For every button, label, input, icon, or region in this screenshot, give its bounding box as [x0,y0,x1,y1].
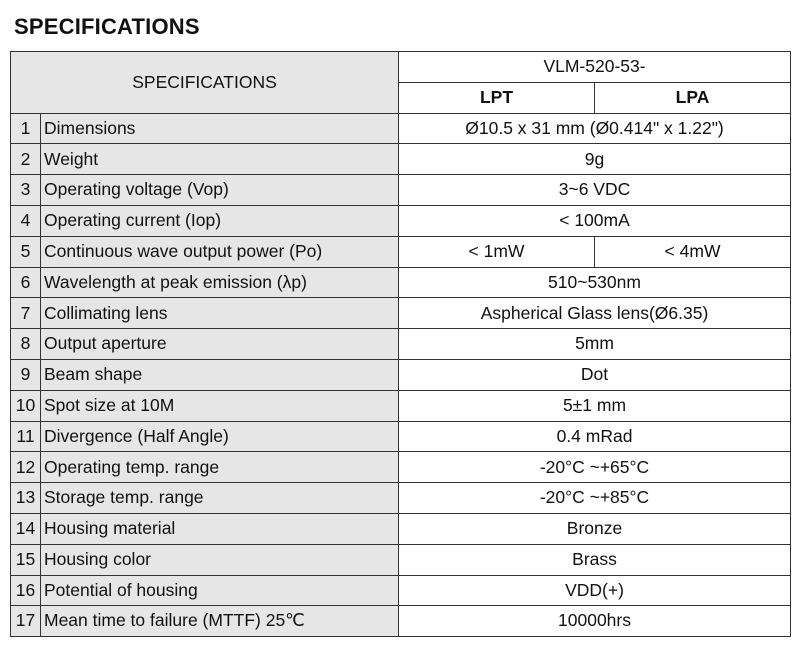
row-number: 7 [11,298,41,329]
spec-name: Collimating lens [41,298,399,329]
spec-name: Housing color [41,544,399,575]
page-title: SPECIFICATIONS [14,14,200,39]
spec-name: Operating current (Iop) [41,205,399,236]
spec-name: Divergence (Half Angle) [41,421,399,452]
table-row [11,175,791,206]
table-row [11,267,791,298]
spec-name: Wavelength at peak emission (λp) [41,267,399,298]
table-row [11,544,791,575]
row-number: 2 [11,144,41,175]
spec-name: Output aperture [41,329,399,360]
table-row [11,359,791,390]
specifications-table [10,51,791,637]
row-number: 5 [11,236,41,267]
spec-name: Beam shape [41,359,399,390]
spec-value-lpt: < 1mW [399,236,595,267]
row-number: 3 [11,175,41,206]
row-number: 11 [11,421,41,452]
spec-value: 5±1 mm [399,390,791,421]
row-number: 6 [11,267,41,298]
spec-value: Bronze [399,513,791,544]
row-number: 16 [11,575,41,606]
table-row [11,483,791,514]
table-row [11,606,791,637]
spec-value: 9g [399,144,791,175]
row-number: 12 [11,452,41,483]
spec-name: Mean time to failure (MTTF) 25℃ [41,606,399,637]
spec-value: 5mm [399,329,791,360]
table-header-row [11,52,791,83]
spec-value: Brass [399,544,791,575]
spec-name: Continuous wave output power (Po) [41,236,399,267]
spec-value: 3~6 VDC [399,175,791,206]
spec-value: 10000hrs [399,606,791,637]
table-row [11,421,791,452]
spec-name: Potential of housing [41,575,399,606]
row-number: 4 [11,205,41,236]
spec-value: -20°C ~+65°C [399,452,791,483]
spec-name: Storage temp. range [41,483,399,514]
spec-name: Weight [41,144,399,175]
table-row [11,390,791,421]
row-number: 14 [11,513,41,544]
header-variant-lpt: LPT [399,82,595,113]
row-number: 15 [11,544,41,575]
row-number: 17 [11,606,41,637]
table-row [11,575,791,606]
table-row [11,513,791,544]
row-number: 10 [11,390,41,421]
row-number: 13 [11,483,41,514]
row-number: 9 [11,359,41,390]
spec-name: Spot size at 10M [41,390,399,421]
table-row [11,113,791,144]
spec-value: Dot [399,359,791,390]
spec-name: Housing material [41,513,399,544]
spec-name: Dimensions [41,113,399,144]
spec-name: Operating temp. range [41,452,399,483]
spec-value: 510~530nm [399,267,791,298]
spec-name: Operating voltage (Vop) [41,175,399,206]
spec-value: < 100mA [399,205,791,236]
table-row [11,236,791,267]
spec-value: 0.4 mRad [399,421,791,452]
header-model-number: VLM-520-53- [399,52,791,83]
spec-value: VDD(+) [399,575,791,606]
table-row [11,329,791,360]
spec-value: -20°C ~+85°C [399,483,791,514]
row-number: 1 [11,113,41,144]
row-number: 8 [11,329,41,360]
header-variant-lpa: LPA [595,82,791,113]
spec-value: Ø10.5 x 31 mm (Ø0.414" x 1.22") [399,113,791,144]
spec-value-lpa: < 4mW [595,236,791,267]
table-row [11,205,791,236]
table-row [11,298,791,329]
table-row [11,452,791,483]
header-specifications-label: SPECIFICATIONS [11,52,399,114]
table-row [11,144,791,175]
spec-value: Aspherical Glass lens(Ø6.35) [399,298,791,329]
